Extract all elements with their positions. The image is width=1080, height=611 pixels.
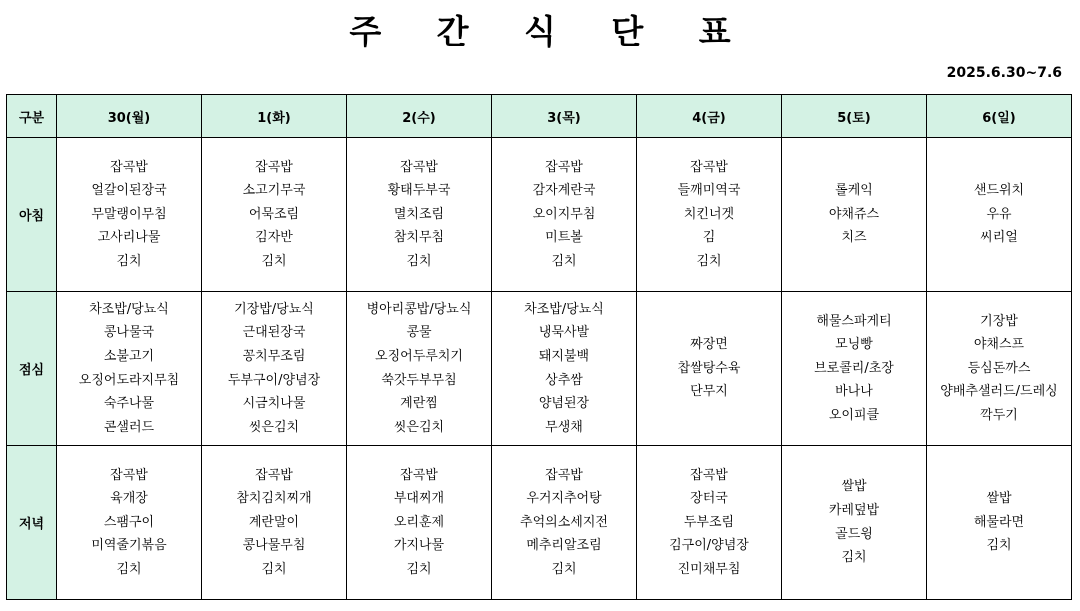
- dish-item: 추억의소세지전: [520, 514, 608, 530]
- dish-item: 돼지불백: [538, 348, 590, 364]
- dish-item: 해물스파게티: [816, 313, 892, 329]
- dish-item: 양배추샐러드/드레싱: [940, 384, 1058, 400]
- dish-item: 잡곡밥: [255, 467, 293, 483]
- menu-cell: [637, 446, 782, 600]
- meal-row-breakfast: [7, 138, 1072, 292]
- dish-item: 롤케익: [835, 183, 873, 199]
- dish-item: 두부구이/양념장: [227, 372, 321, 388]
- dish-item: 김치: [986, 538, 1012, 554]
- menu-cell: [637, 292, 782, 446]
- dish-item: 콩물: [406, 325, 432, 341]
- dish-item: 잡곡밥: [255, 159, 293, 175]
- dish-item: 바나나: [835, 384, 873, 400]
- dish-item: 야채스프: [973, 337, 1025, 353]
- menu-cell: [637, 138, 782, 292]
- menu-cell: [492, 446, 637, 600]
- dish-item: 씻은김치: [248, 419, 300, 435]
- dish-item: 계란찜: [400, 396, 438, 412]
- dish-item: 잡곡밥: [400, 467, 438, 483]
- menu-cell: [57, 138, 202, 292]
- dish-item: 참치무침: [393, 230, 445, 246]
- dish-item: 치킨너겟: [683, 206, 735, 222]
- day-header: 1(화): [202, 95, 347, 138]
- dish-item: 씻은김치: [393, 419, 445, 435]
- dish-item: 얼갈이된장국: [91, 183, 167, 199]
- dish-item: 참치김치찌개: [236, 491, 312, 507]
- day-header: 30(월): [57, 95, 202, 138]
- dish-item: 단무지: [690, 384, 728, 400]
- dish-item: 육개장: [110, 491, 148, 507]
- menu-cell: [492, 292, 637, 446]
- header-row: [7, 95, 1072, 138]
- dish-item: 김치: [551, 561, 577, 577]
- meal-label: 아침: [7, 138, 57, 292]
- menu-cell: [347, 446, 492, 600]
- dish-item: 시금치나물: [242, 396, 306, 412]
- dish-item: 양념된장: [538, 396, 590, 412]
- dish-item: 쌀밥: [841, 479, 867, 495]
- dish-item: 브로콜리/초장: [814, 360, 894, 376]
- dish-item: 오이피클: [828, 407, 880, 423]
- dish-item: 기장밥: [980, 313, 1018, 329]
- menu-cell: [57, 292, 202, 446]
- dish-item: 미트볼: [545, 230, 583, 246]
- dish-item: 근대된장국: [242, 325, 306, 341]
- dish-item: 콩나물국: [103, 325, 155, 341]
- dish-item: 두부조림: [683, 514, 735, 530]
- dish-item: 꽁치무조림: [242, 348, 306, 364]
- dish-item: 차조밥/당뇨식: [524, 301, 604, 317]
- dish-item: 야채쥬스: [828, 206, 880, 222]
- day-header: 6(일): [927, 95, 1072, 138]
- dish-item: 치즈: [841, 230, 867, 246]
- dish-item: 쑥갓두부무침: [381, 372, 457, 388]
- dish-item: 김치: [406, 561, 432, 577]
- menu-cell: [347, 138, 492, 292]
- dish-item: 소불고기: [103, 348, 155, 364]
- dish-item: 기장밥/당뇨식: [234, 301, 314, 317]
- dish-item: 들깨미역국: [677, 183, 741, 199]
- menu-cell: [927, 292, 1072, 446]
- corner-header: 구분: [7, 95, 57, 138]
- dish-item: 짜장면: [690, 337, 728, 353]
- day-header: 3(목): [492, 95, 637, 138]
- weekly-menu-table: [6, 94, 1072, 600]
- dish-item: 깍두기: [980, 407, 1018, 423]
- dish-item: 미역줄기볶음: [91, 538, 167, 554]
- dish-item: 감자계란국: [532, 183, 596, 199]
- dish-item: 황태두부국: [387, 183, 451, 199]
- dish-item: 멸치조림: [393, 206, 445, 222]
- dish-item: 오징어두루치기: [375, 348, 463, 364]
- dish-item: 우유: [986, 206, 1012, 222]
- dish-item: 골드윙: [835, 526, 873, 542]
- dish-item: 오징어도라지무침: [78, 372, 180, 388]
- dish-item: 콩나물무침: [242, 538, 306, 554]
- day-header: 4(금): [637, 95, 782, 138]
- day-header: 5(토): [782, 95, 927, 138]
- menu-cell: [202, 292, 347, 446]
- menu-cell: [782, 292, 927, 446]
- meal-row-lunch: [7, 292, 1072, 446]
- menu-cell: [927, 138, 1072, 292]
- menu-cell: [347, 292, 492, 446]
- dish-item: 메추리알조림: [526, 538, 602, 554]
- dish-item: 부대찌개: [393, 491, 445, 507]
- dish-item: 카레덮밥: [828, 502, 880, 518]
- dish-item: 등심돈까스: [967, 360, 1031, 376]
- menu-cell: [202, 446, 347, 600]
- dish-item: 병아리콩밥/당뇨식: [366, 301, 472, 317]
- dish-item: 무생채: [545, 419, 583, 435]
- dish-item: 냉묵사발: [538, 325, 590, 341]
- dish-item: 김: [702, 230, 716, 246]
- dish-item: 김치: [551, 253, 577, 269]
- dish-item: 우거지추어탕: [526, 491, 602, 507]
- menu-cell: [492, 138, 637, 292]
- dish-item: 샌드위치: [973, 183, 1025, 199]
- dish-item: 잡곡밥: [110, 467, 148, 483]
- menu-cell: [927, 446, 1072, 600]
- dish-item: 숙주나물: [103, 396, 155, 412]
- meal-row-dinner: [7, 446, 1072, 600]
- dish-item: 콘샐러드: [103, 419, 155, 435]
- dish-item: 고사리나물: [97, 230, 161, 246]
- dish-item: 무말랭이무침: [91, 206, 167, 222]
- dish-item: 잡곡밥: [400, 159, 438, 175]
- day-header: 2(수): [347, 95, 492, 138]
- dish-item: 잡곡밥: [110, 159, 148, 175]
- dish-item: 잡곡밥: [690, 467, 728, 483]
- menu-cell: [782, 446, 927, 600]
- dish-item: 찹쌀탕수육: [677, 360, 741, 376]
- dish-item: 오이지무침: [532, 206, 596, 222]
- meal-label: 점심: [7, 292, 57, 446]
- dish-item: 김자반: [255, 230, 293, 246]
- dish-item: 김치: [116, 253, 142, 269]
- dish-item: 김치: [696, 253, 722, 269]
- dish-item: 장터국: [690, 491, 728, 507]
- dish-item: 잡곡밥: [545, 467, 583, 483]
- dish-item: 상추쌈: [545, 372, 583, 388]
- date-range: 2025.6.30~7.6: [946, 65, 1062, 81]
- dish-item: 김치: [116, 561, 142, 577]
- page-title: 주 간 식 단 표: [349, 12, 753, 51]
- dish-item: 소고기무국: [242, 183, 306, 199]
- dish-item: 잡곡밥: [545, 159, 583, 175]
- dish-item: 김치: [406, 253, 432, 269]
- dish-item: 어묵조림: [248, 206, 300, 222]
- dish-item: 진미채무침: [677, 561, 741, 577]
- dish-item: 김구이/양념장: [669, 538, 749, 554]
- menu-cell: [202, 138, 347, 292]
- dish-item: 가지나물: [393, 538, 445, 554]
- menu-cell: [57, 446, 202, 600]
- dish-item: 김치: [841, 550, 867, 566]
- dish-item: 잡곡밥: [690, 159, 728, 175]
- dish-item: 스팸구이: [103, 514, 155, 530]
- dish-item: 해물라면: [973, 514, 1025, 530]
- menu-cell: [782, 138, 927, 292]
- dish-item: 쌀밥: [986, 491, 1012, 507]
- dish-item: 차조밥/당뇨식: [89, 301, 169, 317]
- dish-item: 씨리얼: [980, 230, 1018, 246]
- dish-item: 김치: [261, 561, 287, 577]
- dish-item: 모닝빵: [835, 337, 873, 353]
- dish-item: 김치: [261, 253, 287, 269]
- meal-label: 저녁: [7, 446, 57, 600]
- dish-item: 계란말이: [248, 514, 300, 530]
- dish-item: 오리훈제: [393, 514, 445, 530]
